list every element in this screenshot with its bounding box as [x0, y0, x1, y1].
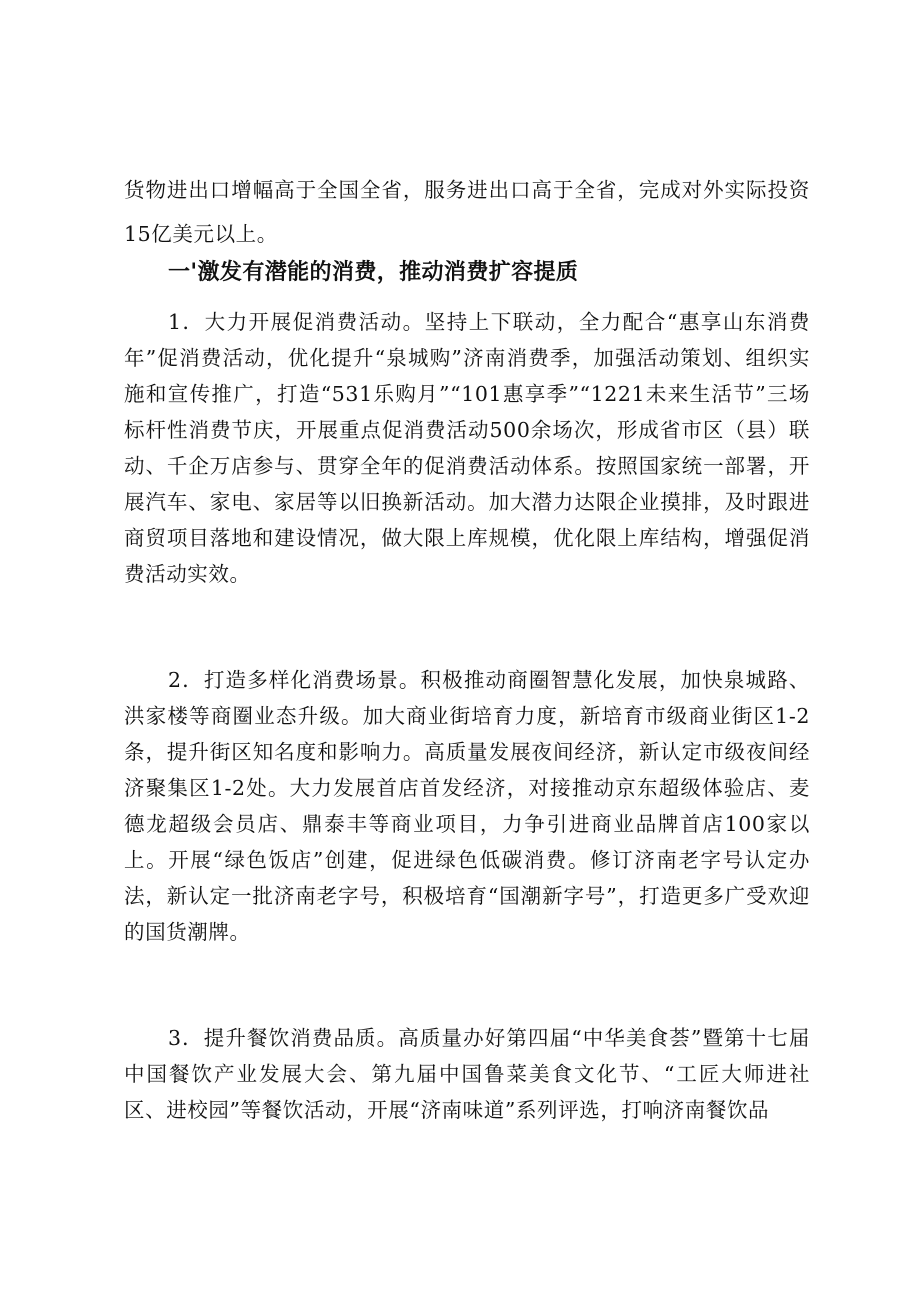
paragraph-2-text: 2．打造多样化消费场景。积极推动商圈智慧化发展，加快泉城路、洪家楼等商圈业态升级。加大商业街培育力度，新培育市级商业街区1-2条，提升街区知名度和影响力。高质量发展夜间经济，新认定市级夜间经济聚集区1-2处。大力发展首店首发经济，对接推动京东超级体验店、麦德龙超级会员店、鼎泰丰等商业项目，力争引进商业品牌首店100家以上。开展“绿色饭店”创建，促进绿色低碳消费。修订济南老字号认定办法，新认定一批济南老字号，积极培育“国潮新字号”，打造更多广受欢迎的国货潮牌。 — [124, 668, 810, 944]
intro-paragraph-text: 货物进出口增幅高于全国全省，服务进出口高于全省，完成对外实际投资15亿美元以上。 — [124, 178, 810, 246]
paragraph-3-text: 3．提升餐饮消费品质。高质量办好第四届“中华美食荟”暨第十七届中国餐饮产业发展大会、第九届中国鲁菜美食文化节、“工匠大师进社区、进校园”等餐饮活动，开展“济南味道”系列评选，打响济南餐饮品 — [124, 1026, 810, 1122]
paragraph-3 — [124, 1020, 810, 1128]
paragraph-1-text: 1．大力开展促消费活动。坚持上下联动，全力配合“惠享山东消费年”促消费活动，优化提升“泉城购”济南消费季，加强活动策划、组织实施和宣传推广，打造“531乐购月”“101惠享季”“1221未来生活节”三场标杆性消费节庆，开展重点促消费活动500余场次，形成省市区（县）联动、千企万店参与、贯穿全年的促消费活动体系。按照国家统一部署，开展汽车、家电、家居等以旧换新活动。加大潜力达限企业摸排，及时跟进商贸项目落地和建设情况，做大限上库规模，优化限上库结构，增强促消费活动实效。 — [124, 310, 810, 586]
paragraph-2 — [124, 662, 810, 950]
section-heading: 一'激发有潜能的消费，推动消费扩容提质 — [168, 260, 579, 285]
paragraph-1 — [124, 304, 810, 592]
intro-paragraph — [124, 168, 810, 256]
